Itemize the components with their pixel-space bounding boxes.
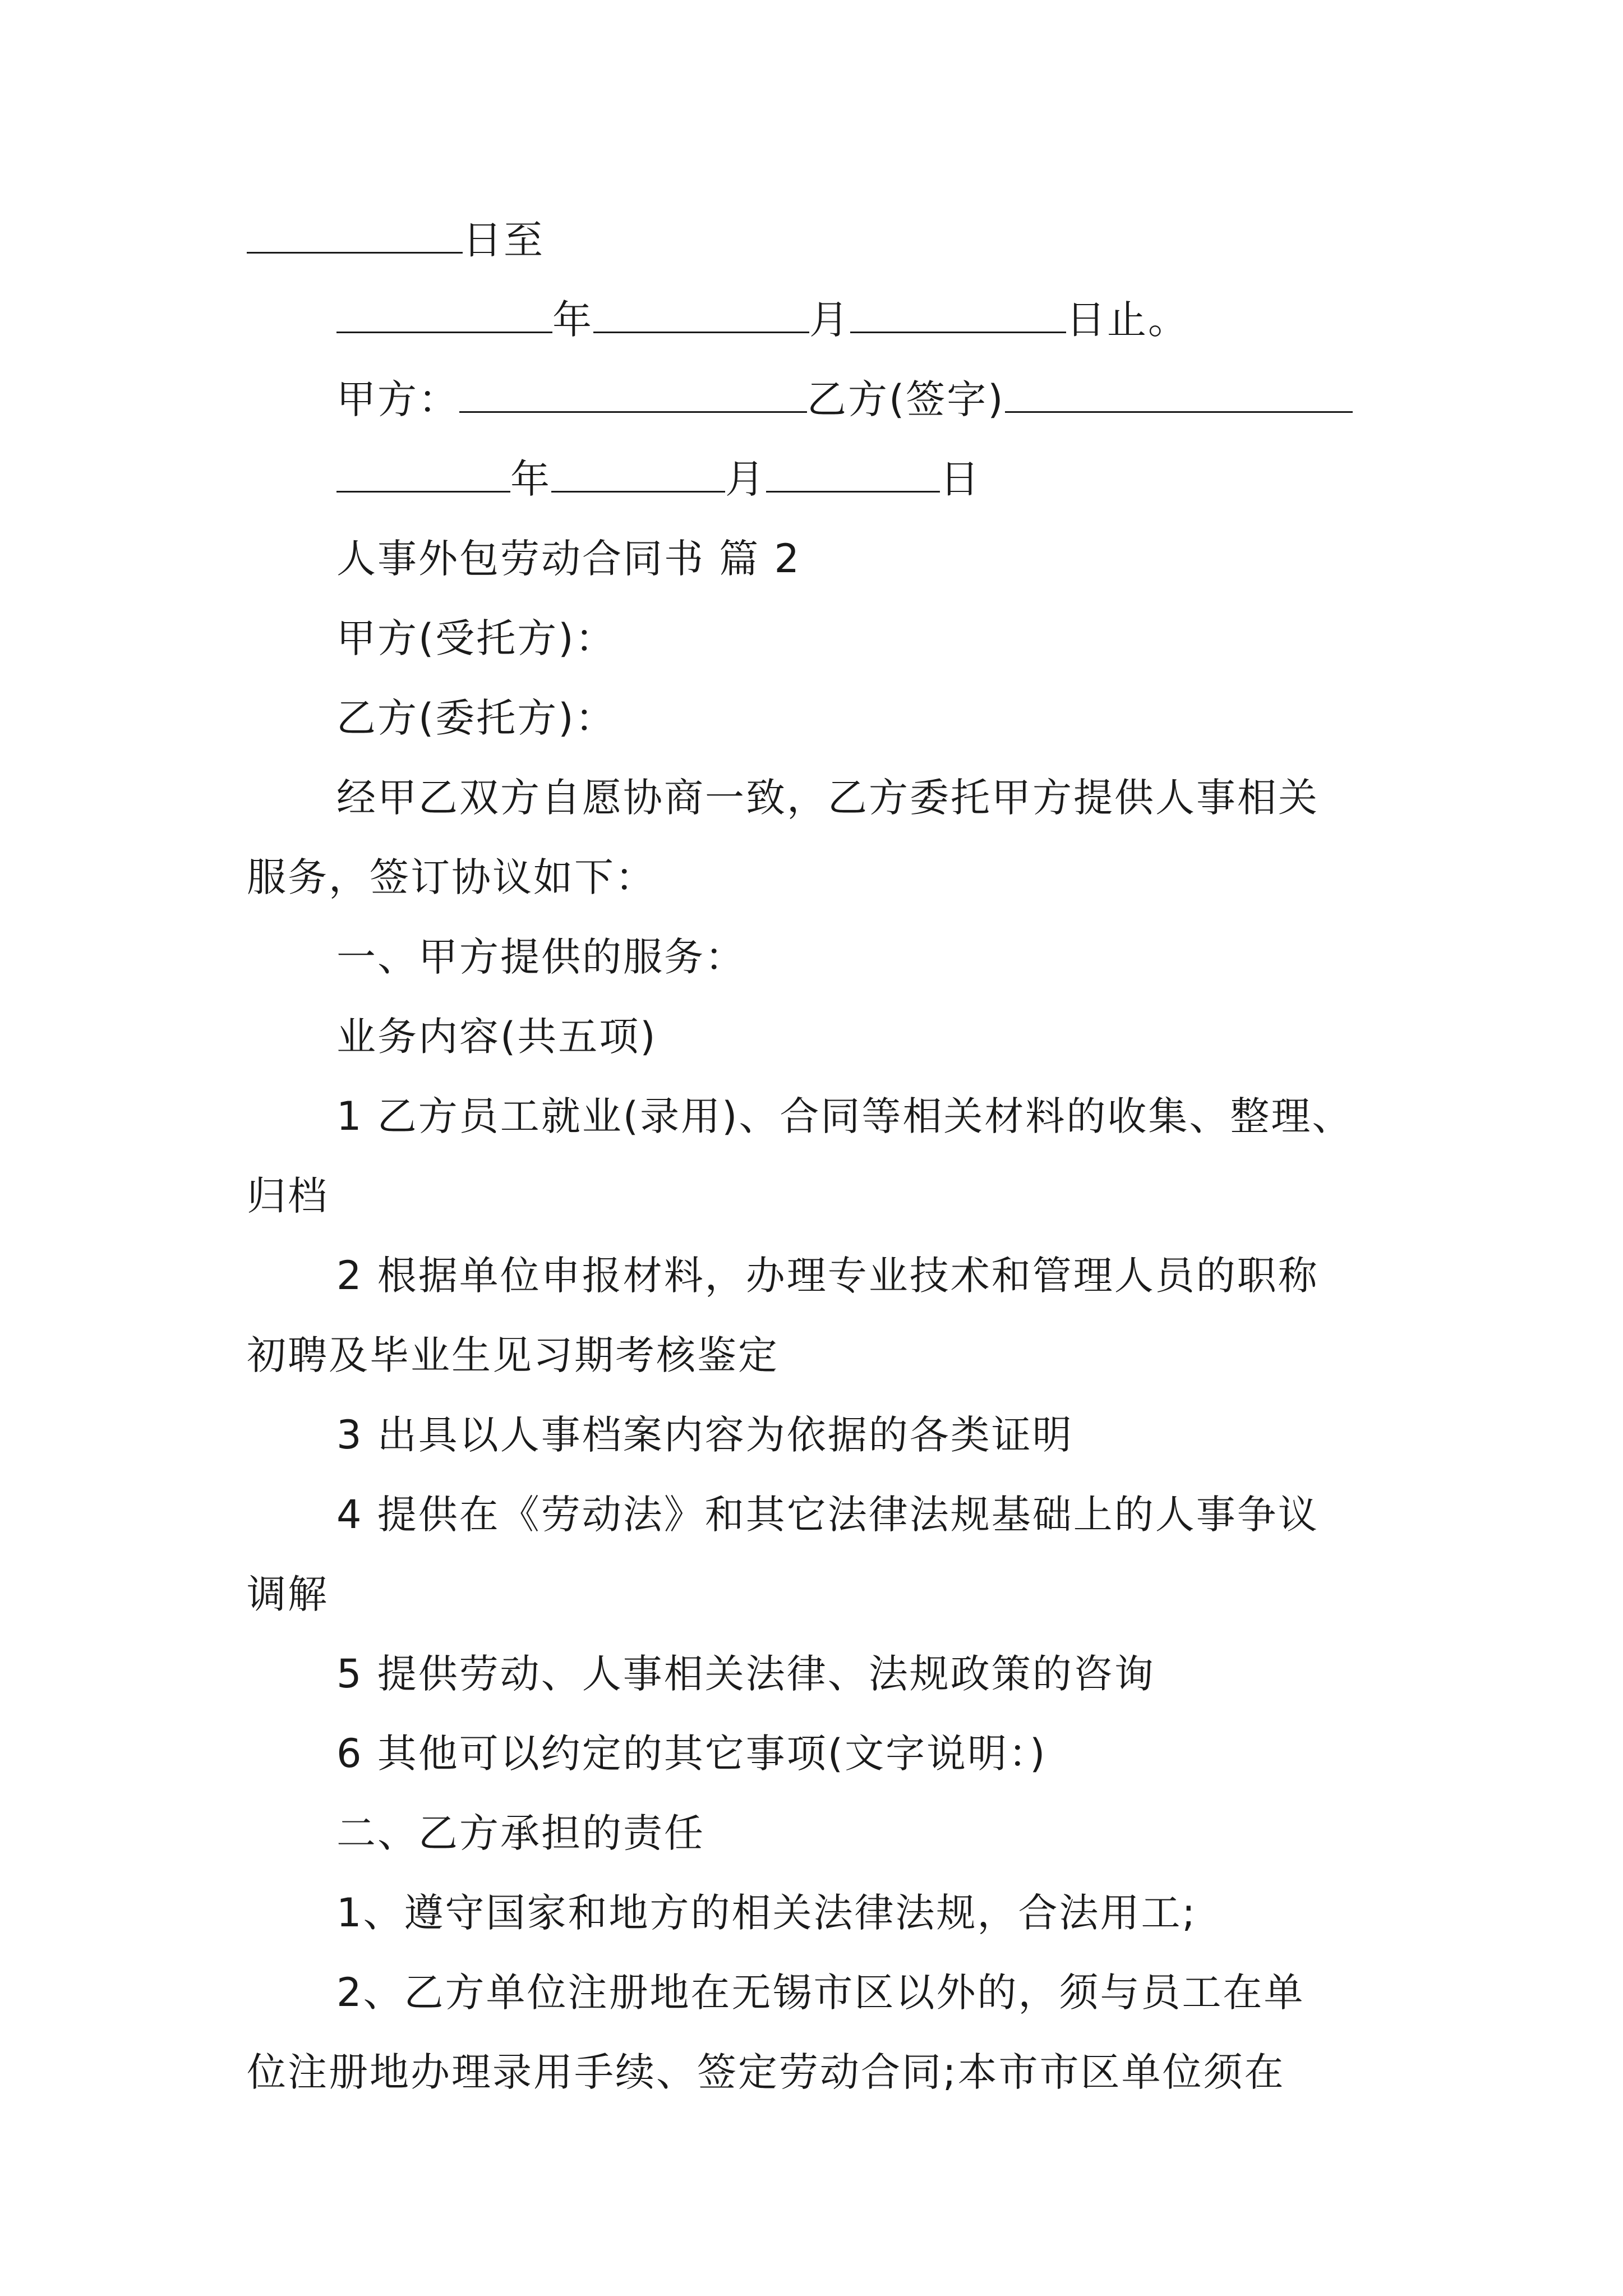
party-a-label: 甲方(受托方)： (336, 615, 616, 661)
heading-responsibilities: 二、乙方承担的责任 (336, 1810, 705, 1856)
service-item-5: 5 提供劳动、人事相关法律、法规政策的咨询 (336, 1651, 1155, 1697)
service-item-2-line-2: 初聘及毕业生见习期考核鉴定 (247, 1332, 779, 1378)
party-b-sign-label: 乙方(签字) (807, 376, 1005, 422)
section-title: 人事外包劳动合同书 篇 2 (336, 536, 801, 582)
service-item-1-line-1: 1 乙方员工就业(录用)、合同等相关材料的收集、整理、 (336, 1093, 1353, 1139)
blank-field (551, 456, 725, 493)
blank-field (593, 297, 809, 333)
month-label: 月 (725, 456, 766, 502)
service-item-2-line-1: 2 根据单位申报材料，办理专业技术和管理人员的职称 (336, 1253, 1319, 1299)
blank-field (336, 456, 510, 493)
date-end-line-1 (247, 212, 545, 268)
service-item-3: 3 出具以人事档案内容为依据的各类证明 (336, 1412, 1073, 1458)
service-item-4-line-1: 4 提供在《劳动法》和其它法律法规基础上的人事争议 (336, 1492, 1319, 1538)
intro-paragraph-line-1: 经甲乙双方自愿协商一致，乙方委托甲方提供人事相关 (336, 775, 1319, 821)
business-scope: 业务内容(共五项) (336, 1014, 657, 1060)
party-b-label: 乙方(委托方)： (336, 695, 616, 741)
month-label: 月 (809, 297, 850, 343)
service-item-4-line-2: 调解 (247, 1571, 329, 1617)
date-end-line-2 (336, 292, 1189, 348)
duty-item-2-line-1: 2、乙方单位注册地在无锡市区以外的，须与员工在单 (336, 1970, 1305, 2016)
sign-date-line (336, 451, 981, 507)
day-to-label: 日至 (463, 217, 545, 263)
signature-line (336, 371, 1353, 427)
party-a-sign-label: 甲方： (336, 376, 459, 422)
service-item-6: 6 其他可以约定的其它事项(文字说明：) (336, 1731, 1047, 1777)
blank-field (850, 297, 1066, 333)
intro-paragraph-line-2: 服务，签订协议如下： (247, 854, 656, 900)
blank-field (336, 297, 552, 333)
day-end-label: 日止。 (1066, 297, 1189, 343)
blank-field (1005, 376, 1353, 413)
duty-item-1: 1、遵守国家和地方的相关法律法规，合法用工; (336, 1890, 1197, 1936)
service-item-1-line-2: 归档 (247, 1173, 329, 1219)
blank-field (766, 456, 940, 493)
year-label: 年 (552, 297, 593, 343)
heading-services: 一、甲方提供的服务： (336, 934, 746, 980)
blank-field (459, 376, 807, 413)
day-label: 日 (940, 456, 981, 502)
year-label: 年 (510, 456, 551, 502)
duty-item-2-line-2: 位注册地办理录用手续、签定劳动合同;本市市区单位须在 (247, 2049, 1285, 2095)
blank-field (247, 217, 463, 254)
